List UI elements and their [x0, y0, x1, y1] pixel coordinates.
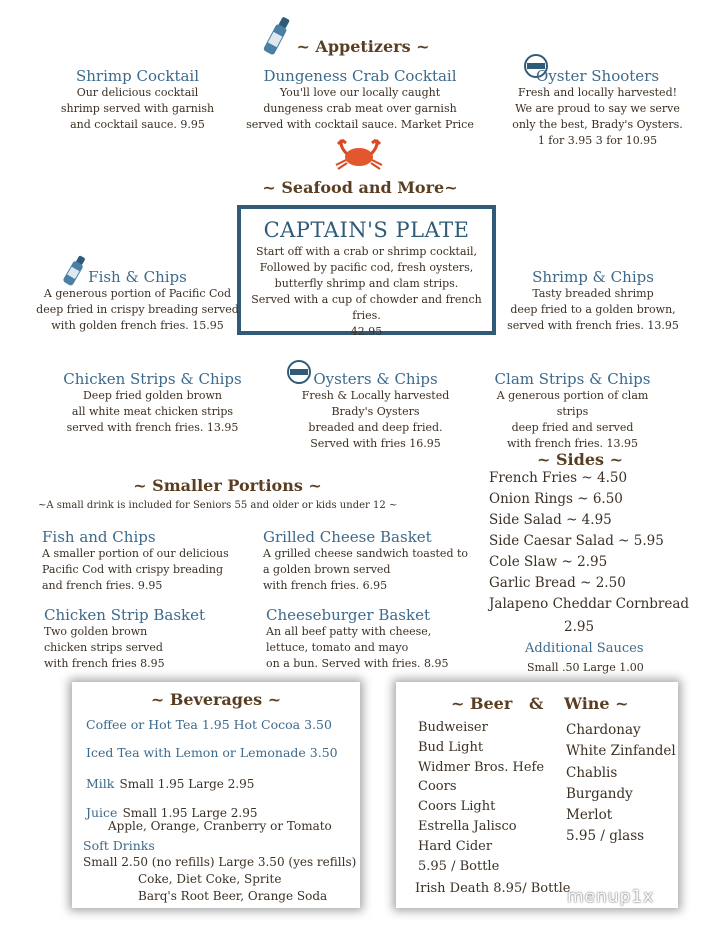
- item-desc-line: and french fries. 9.95: [42, 579, 163, 592]
- side-item: Side Caesar Salad ~ 5.95: [489, 533, 664, 549]
- smaller-portions-note: ~A small drink is included for Seniors 55 and older or kids under 12 ~: [38, 500, 398, 511]
- item-desc-line: served with french fries. 13.95: [507, 319, 679, 332]
- item-desc-line: only the best, Brady's Oysters.: [512, 118, 683, 131]
- item-desc-line: You'll love our locally caught: [279, 86, 441, 99]
- beer-item: Estrella Jalisco: [418, 818, 517, 834]
- beer-item: Budweiser: [418, 720, 488, 735]
- item-desc-line: Brady's Oysters: [331, 405, 420, 418]
- item-title: Oysters & Chips: [313, 370, 438, 388]
- item-desc-line: on a bun. Served with fries. 8.95: [266, 657, 449, 670]
- item-title: Fish & Chips: [88, 268, 187, 286]
- beer-item: Coors Light: [418, 799, 496, 815]
- item-desc-line: served with cocktail sauce. Market Price: [246, 118, 474, 131]
- wine-item: Chablis: [566, 764, 618, 781]
- desc-line: 42.95: [350, 325, 383, 338]
- milk-price: Small 1.95 Large 2.95: [119, 777, 255, 791]
- item-title: Shrimp & Chips: [532, 268, 654, 286]
- soft-drinks-flavors: Barq's Root Beer, Orange Soda: [138, 889, 328, 903]
- side-item: French Fries ~ 4.50: [489, 470, 628, 486]
- desc-line: butterfly shrimp and clam strips.: [274, 277, 459, 290]
- wine-item: Burgandy: [566, 785, 633, 802]
- item-title: Chicken Strips & Chips: [63, 370, 242, 388]
- menu-item-small-fish-chips: [42, 528, 252, 594]
- sides-list: [489, 468, 689, 615]
- item-desc-line: all white meat chicken strips: [71, 405, 234, 418]
- item-desc-line: served with french fries. 13.95: [66, 421, 239, 434]
- sauces-title: Additional Sauces: [525, 641, 644, 656]
- sides-header: ~ Sides ~: [537, 450, 623, 469]
- menu-item-grilled-cheese: [263, 528, 478, 594]
- wine-item: White Zinfandel: [566, 743, 676, 760]
- menu-item-cheeseburger-basket: [266, 606, 481, 672]
- item-desc-line: A generous portion of clam strips: [496, 389, 649, 418]
- item-desc-line: with french fries. 6.95: [263, 579, 388, 592]
- item-desc-line: deep fried in crispy breading served: [36, 303, 239, 316]
- beer-item: Bud Light: [418, 739, 484, 755]
- cornbread-price: 2.95: [564, 619, 595, 635]
- beer-header: ~ Beer: [451, 694, 513, 713]
- soft-drinks-label: Soft Drinks: [83, 838, 155, 853]
- item-desc-line: Two golden brown: [44, 625, 148, 638]
- item-desc-line: deep fried and served: [511, 421, 634, 434]
- captains-plate-box: [237, 205, 496, 338]
- beverages-header: ~ Beverages ~: [150, 690, 282, 709]
- item-desc-line: and cocktail sauce. 9.95: [70, 118, 205, 131]
- item-desc-line: A generous portion of Pacific Cod: [43, 287, 232, 300]
- crab-icon: [333, 138, 385, 172]
- juice-price: Small 1.95 Large 2.95: [122, 806, 258, 820]
- wine-header: Wine ~: [564, 694, 629, 713]
- item-title: Cheeseburger Basket: [266, 606, 430, 624]
- item-title: Oyster Shooters: [535, 67, 660, 85]
- side-item: Garlic Bread ~ 2.50: [489, 575, 626, 591]
- beer-item: Coors: [418, 779, 457, 795]
- item-title: Dungeness Crab Cocktail: [263, 67, 457, 85]
- captains-plate-desc: [241, 244, 492, 340]
- menu-item-shrimp-cocktail: [50, 67, 225, 133]
- seafood-header: ~ Seafood and More~: [262, 178, 458, 197]
- wine-list: [566, 720, 676, 848]
- menu-item-oyster-shooters: [505, 67, 690, 149]
- desc-line: Served with a cup of chowder and french fries.: [251, 293, 482, 322]
- captains-plate-title: CAPTAIN'S PLATE: [263, 218, 470, 242]
- item-desc-line: We are proud to say we serve: [515, 102, 680, 115]
- item-desc-line: deep fried to a golden brown,: [510, 303, 676, 316]
- beer-wine-ampersand: &: [529, 694, 544, 713]
- juice-flavors: Apple, Orange, Cranberry or Tomato: [108, 819, 332, 833]
- item-title: Fish and Chips: [42, 528, 156, 546]
- menu-item-shrimp-chips: [498, 268, 688, 334]
- item-title: Shrimp Cocktail: [75, 67, 200, 85]
- beverages-box: [72, 682, 360, 908]
- smaller-portions-header: ~ Smaller Portions ~: [133, 476, 322, 495]
- wine-item: Chardonay: [566, 722, 641, 738]
- menu-item-crab-cocktail: [245, 67, 475, 133]
- sauces-price: Small .50 Large 1.00: [527, 661, 644, 674]
- milk-line: [86, 773, 254, 792]
- item-desc-line: chicken strips served: [44, 641, 163, 654]
- item-desc-line: A smaller portion of our delicious: [42, 547, 229, 560]
- soft-drinks-price: Small 2.50 (no refills) Large 3.50 (yes refills): [83, 855, 357, 869]
- wine-item: Merlot: [566, 807, 613, 824]
- side-item: Side Salad ~ 4.95: [489, 512, 612, 528]
- iced-tea-line: Iced Tea with Lemon or Lemonade 3.50: [86, 745, 338, 760]
- item-desc-line: breaded and deep fried.: [308, 421, 443, 434]
- menu-item-oysters-chips: [283, 370, 468, 452]
- item-desc-line: Fresh and locally harvested!: [517, 86, 678, 99]
- beer-wine-box: [396, 682, 678, 908]
- item-desc-line: 1 for 3.95 3 for 10.95: [537, 134, 658, 147]
- item-desc-line: Our delicious cocktail: [76, 86, 199, 99]
- item-title: Chicken Strip Basket: [44, 606, 206, 624]
- irish-death-item: Irish Death 8.95/ Bottle: [415, 881, 571, 896]
- watermark: menup1x: [567, 887, 655, 907]
- milk-label: Milk: [86, 776, 115, 791]
- item-desc-line: a golden brown served: [263, 563, 391, 576]
- beer-item: Widmer Bros. Hefe: [418, 759, 545, 775]
- soft-drinks-flavors: Coke, Diet Coke, Sprite: [138, 872, 282, 886]
- menu-item-chicken-strip-basket: [44, 606, 254, 672]
- menu-item-clam-strips-chips: [480, 370, 665, 452]
- beer-item: Hard Cider: [418, 838, 493, 854]
- menu-item-fish-chips: [30, 268, 245, 334]
- juice-label: Juice: [86, 805, 118, 820]
- coffee-line: Coffee or Hot Tea 1.95 Hot Cocoa 3.50: [86, 717, 332, 732]
- item-desc-line: with french fries 8.95: [44, 657, 165, 670]
- beer-list: [418, 718, 544, 876]
- item-desc-line: shrimp served with garnish: [60, 102, 215, 115]
- item-desc-line: with french fries. 13.95: [506, 437, 639, 450]
- side-item: Onion Rings ~ 6.50: [489, 491, 623, 507]
- desc-line: Start off with a crab or shrimp cocktail,: [255, 245, 478, 258]
- item-desc-line: Fresh & Locally harvested: [301, 389, 450, 402]
- item-desc-line: lettuce, tomato and mayo: [266, 641, 409, 654]
- side-item: Cole Slaw ~ 2.95: [489, 554, 608, 570]
- side-item: Jalapeno Cheddar Cornbread: [489, 596, 690, 612]
- beer-price: 5.95 / Bottle: [418, 858, 500, 874]
- wine-price: 5.95 / glass: [566, 828, 645, 845]
- item-desc-line: with golden french fries. 15.95: [51, 319, 224, 332]
- desc-line: Followed by pacific cod, fresh oysters,: [259, 261, 474, 274]
- item-desc-line: Pacific Cod with crispy breading: [42, 563, 224, 576]
- item-desc-line: An all beef patty with cheese,: [266, 625, 432, 638]
- item-desc-line: Tasty breaded shrimp: [532, 287, 654, 300]
- appetizers-header: ~ Appetizers ~: [296, 37, 430, 56]
- menu-item-chicken-strips-chips: [55, 370, 250, 436]
- item-desc-line: A grilled cheese sandwich toasted to: [263, 547, 469, 560]
- item-desc-line: Deep fried golden brown: [82, 389, 222, 402]
- item-desc-line: Served with fries 16.95: [310, 437, 441, 450]
- item-title: Grilled Cheese Basket: [263, 528, 432, 546]
- item-title: Clam Strips & Chips: [494, 370, 651, 388]
- item-desc-line: dungeness crab meat over garnish: [263, 102, 457, 115]
